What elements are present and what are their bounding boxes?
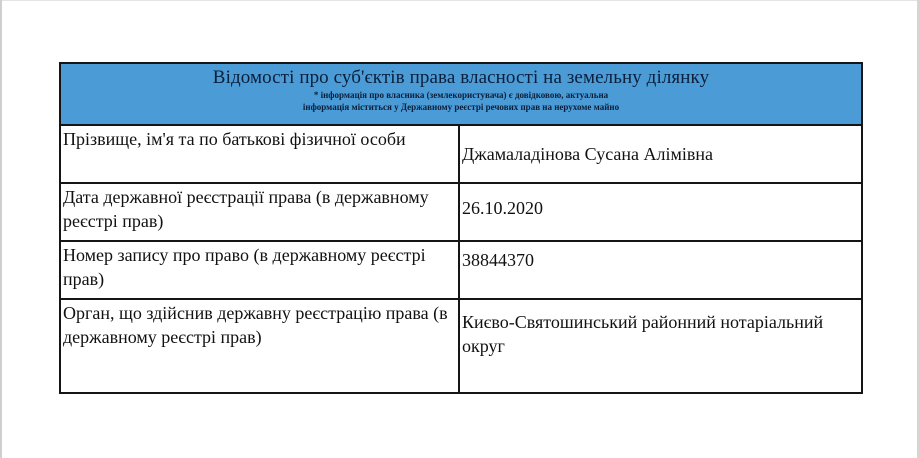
left-edge-line [0, 0, 2, 458]
record-number-label: Номер запису про право (в державному реєстрі прав) [61, 241, 459, 299]
registration-authority-label: Орган, що здійснив державну реєстрацію права (в державному реєстрі прав) [61, 299, 459, 392]
table-row-registration-authority [61, 299, 861, 392]
header-note-line-2: інформація міститься у Державному реєстрі речових прав на нерухоме майно [302, 102, 620, 112]
registration-date-value: 26.10.2020 [459, 183, 861, 241]
owner-name-label: Прізвище, ім'я та по батькові фізичної особи [61, 126, 459, 183]
header-title: Відомості про суб'єктів права власності на земельну ділянку [212, 67, 710, 88]
record-number-value: 38844370 [459, 241, 861, 299]
top-edge-line [0, 0, 919, 1]
header-banner [61, 64, 861, 126]
ownership-info-card [59, 62, 863, 394]
header-note-line-1: * інформація про власника (землекористувача) є довідковою, актуальна [313, 90, 609, 100]
table-row-owner-name [61, 126, 861, 183]
ownership-table [61, 126, 861, 392]
owner-name-value: Джамаладінова Сусана Алімівна [459, 126, 861, 183]
table-row-record-number [61, 241, 861, 299]
registration-authority-value: Києво-Святошинський районний нотаріальний округ [459, 299, 861, 392]
registration-date-label: Дата державної реєстрації права (в державному реєстрі прав) [61, 183, 459, 241]
table-row-registration-date [61, 183, 861, 241]
